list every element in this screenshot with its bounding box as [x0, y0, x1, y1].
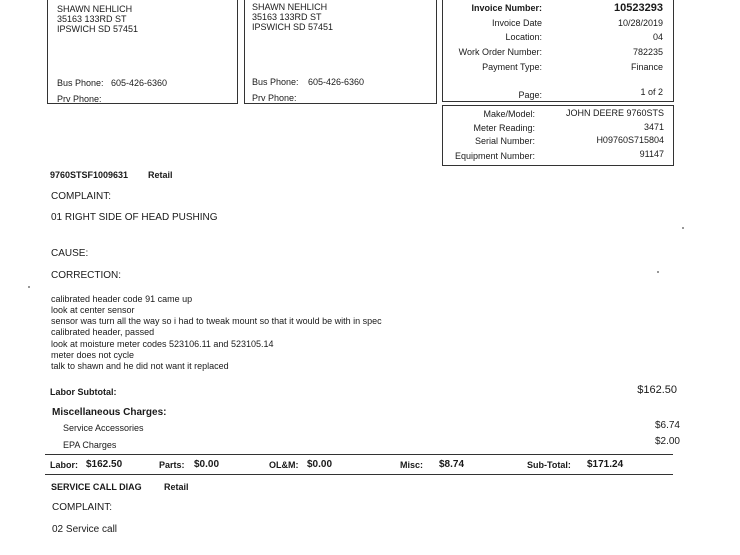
- ship-to-bus-phone-label: Bus Phone:: [252, 77, 299, 87]
- misc-item-amount: $2.00: [654, 436, 680, 447]
- invoice-number: 10523293: [614, 2, 663, 14]
- job2-title: SERVICE CALL DIAG: [51, 482, 142, 492]
- invoice-date-label: Invoice Date: [491, 18, 542, 28]
- ship-to-city: IPSWICH SD 57451: [252, 22, 334, 32]
- equipment-number-value: 91147: [639, 149, 664, 159]
- job1-complaint: 01 RIGHT SIDE OF HEAD PUSHING: [51, 212, 218, 223]
- job2-complaint-label: COMPLAINT:: [52, 502, 113, 513]
- make-model-value: JOHN DEERE 9760STS: [565, 108, 664, 118]
- ship-to-name: SHAWN NEHLICH: [252, 2, 328, 12]
- page-value: 1 of 2: [640, 87, 663, 97]
- job1-note: sensor was turn all the way so i had to tweak mount so that it would be with in spec: [51, 316, 382, 326]
- labor-subtotal-value: $162.50: [637, 384, 677, 396]
- serial-number-value: H09760S715804: [596, 135, 664, 145]
- bill-to-bus-phone-label: Bus Phone:: [57, 78, 104, 88]
- job1-id: 9760STSF1009631: [50, 170, 129, 180]
- totals-parts-label: Parts:: [159, 460, 185, 470]
- ship-to-bus-phone: 605-426-6360: [308, 77, 365, 87]
- totals-labor-label: Labor:: [50, 460, 78, 470]
- make-model-label: Make/Model:: [483, 109, 535, 119]
- bill-to-bus-phone: 605-426-6360: [111, 78, 168, 88]
- ship-to-street: 35163 133RD ST: [252, 12, 322, 22]
- job1-note: talk to shawn and he did not want it replaced: [51, 361, 229, 371]
- bill-to-prv-phone-label: Prv Phone:: [57, 94, 102, 104]
- location-label: Location:: [505, 32, 542, 42]
- totals-labor: $162.50: [86, 459, 123, 470]
- work-order-value: 782235: [632, 47, 663, 57]
- location-value: 04: [652, 32, 663, 42]
- bill-to-name: SHAWN NEHLICH: [57, 4, 133, 14]
- page-label: Page:: [518, 90, 542, 100]
- job1-type: Retail: [148, 170, 173, 180]
- scan-speck: [682, 227, 684, 229]
- job1-note: calibrated header code 91 came up: [51, 294, 193, 304]
- misc-item-name: Service Accessories: [63, 423, 144, 433]
- job2-complaint: 02 Service call: [52, 524, 118, 535]
- misc-item-amount: $6.74: [654, 420, 680, 431]
- job1-correction-label: CORRECTION:: [51, 270, 121, 281]
- ship-to-prv-phone-label: Prv Phone:: [252, 93, 297, 103]
- serial-number-label: Serial Number:: [474, 136, 535, 146]
- job1-cause-label: CAUSE:: [51, 248, 89, 259]
- labor-subtotal-label: Labor Subtotal:: [50, 387, 117, 397]
- totals-bottom-rule: [45, 474, 673, 475]
- totals-subtotal-label: Sub-Total:: [527, 460, 571, 470]
- payment-type-value: Finance: [630, 62, 663, 72]
- totals-parts: $0.00: [194, 459, 220, 470]
- invoice-number-label: Invoice Number:: [471, 3, 542, 13]
- job1-note: look at moisture meter codes 523106.11 and 523105.14: [51, 339, 274, 349]
- job1-note: look at center sensor: [51, 305, 135, 315]
- job1-note: meter does not cycle: [51, 350, 135, 360]
- totals-subtotal: $171.24: [587, 459, 624, 470]
- totals-olm: $0.00: [307, 459, 333, 470]
- scan-speck: [28, 286, 30, 288]
- bill-to-street: 35163 133RD ST: [57, 14, 127, 24]
- totals-olm-label: OL&M:: [269, 460, 299, 470]
- totals-top-rule: [45, 454, 673, 455]
- job1-note: calibrated header, passed: [51, 327, 155, 337]
- totals-misc-label: Misc:: [400, 460, 424, 470]
- misc-item-name: EPA Charges: [63, 440, 117, 450]
- work-order-label: Work Order Number:: [458, 47, 542, 57]
- job2-type: Retail: [164, 482, 189, 492]
- scan-speck: [657, 271, 659, 273]
- equipment-number-label: Equipment Number:: [454, 151, 535, 161]
- meter-reading-label: Meter Reading:: [473, 123, 535, 133]
- bill-to-city: IPSWICH SD 57451: [57, 24, 139, 34]
- invoice-date: 10/28/2019: [617, 18, 663, 28]
- totals-misc: $8.74: [439, 459, 465, 470]
- job1-complaint-label: COMPLAINT:: [51, 191, 112, 202]
- payment-type-label: Payment Type:: [482, 62, 542, 72]
- meter-reading-value: 3471: [643, 122, 664, 132]
- misc-charges-label: Miscellaneous Charges:: [52, 407, 167, 418]
